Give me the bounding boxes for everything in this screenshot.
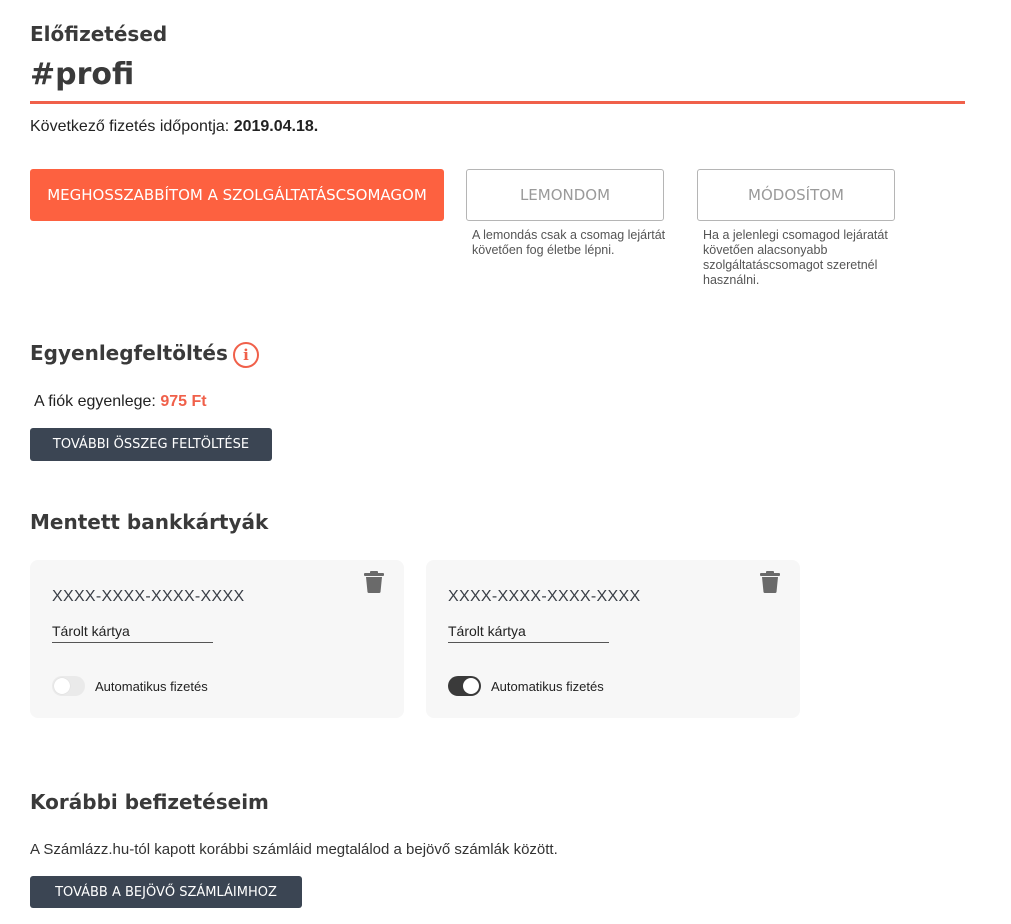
info-icon[interactable]: i	[233, 342, 259, 368]
modify-hint: Ha a jelenlegi csomagod lejáratát követően alacsonyabb szolgáltatáscsomagot szeretnél használni.	[703, 228, 888, 287]
cancel-hint: A lemondás csak a csomag lejártát követően fog életbe lépni.	[472, 228, 666, 257]
toggle-knob	[54, 678, 70, 694]
cancel-subscription-button[interactable]: LEMONDOM	[466, 169, 664, 221]
saved-card	[30, 560, 404, 718]
card-number: XXXX-XXXX-XXXX-XXXX	[448, 588, 641, 605]
plan-name: #profi	[30, 57, 135, 92]
history-description: A Számlázz.hu-tól kapott korábbi számláid megtalálod a bejövő számlák között.	[30, 841, 558, 858]
plan-underline	[30, 101, 965, 104]
topup-button[interactable]: TOVÁBBI ÖSSZEG FELTÖLTÉSE	[30, 428, 272, 461]
card-number: XXXX-XXXX-XXXX-XXXX	[52, 588, 245, 605]
auto-payment-label: Automatikus fizetés	[491, 679, 604, 694]
saved-card	[426, 560, 800, 718]
saved-cards-title: Mentett bankkártyák	[30, 510, 269, 534]
balance-label: A fiók egyenlege:	[34, 393, 161, 410]
next-payment-line	[30, 118, 318, 136]
next-payment-date: 2019.04.18.	[233, 118, 319, 135]
auto-payment-label: Automatikus fizetés	[95, 679, 208, 694]
card-name-field[interactable]: Tárolt kártya	[448, 623, 609, 643]
incoming-invoices-button[interactable]: TOVÁBB A BEJÖVŐ SZÁMLÁIMHOZ	[30, 876, 302, 908]
balance-value: 975 Ft	[160, 393, 207, 410]
card-name-field[interactable]: Tárolt kártya	[52, 623, 213, 643]
auto-payment-toggle[interactable]	[52, 676, 85, 696]
balance-title: Egyenlegfeltöltés	[30, 341, 228, 365]
modify-subscription-button[interactable]: MÓDOSÍTOM	[697, 169, 895, 221]
history-title: Korábbi befizetéseim	[30, 790, 269, 814]
trash-icon[interactable]	[760, 571, 780, 593]
balance-line	[34, 393, 207, 411]
trash-icon[interactable]	[364, 571, 384, 593]
extend-subscription-button[interactable]: MEGHOSSZABBÍTOM A SZOLGÁLTATÁSCSOMAGOM	[30, 169, 444, 221]
subscription-heading: Előfizetésed	[30, 22, 168, 46]
auto-payment-toggle[interactable]	[448, 676, 481, 696]
next-payment-label: Következő fizetés időpontja:	[30, 118, 234, 135]
toggle-knob	[463, 678, 479, 694]
